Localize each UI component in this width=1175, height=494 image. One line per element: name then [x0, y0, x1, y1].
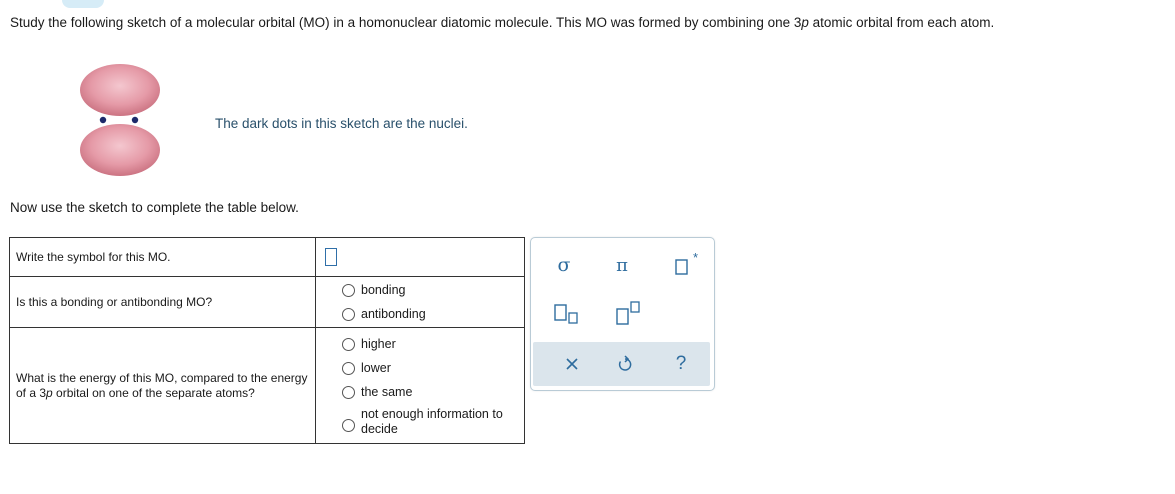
radio-antibonding[interactable]	[342, 308, 355, 321]
undo-button[interactable]	[613, 350, 637, 378]
table-row	[10, 238, 525, 277]
bonding-options	[316, 277, 525, 328]
lower-lobe	[80, 124, 160, 176]
option-lower[interactable]	[324, 357, 524, 381]
nucleus-right	[132, 117, 138, 123]
star-label: *	[693, 250, 699, 265]
option-label: bonding	[361, 282, 406, 297]
pi-button[interactable]: π	[616, 254, 628, 276]
radio-lower[interactable]	[342, 362, 355, 375]
option-label: higher	[361, 337, 396, 351]
option-not-enough-info[interactable]	[324, 405, 524, 439]
question-intro: Study the following sketch of a molecular orbital (MO) in a homonuclear diatomic molecule. This MO was formed by combining one 3p atomic orbital from each atom.	[10, 15, 995, 30]
option-antibonding[interactable]	[324, 302, 524, 326]
symbol-answer-input[interactable]	[325, 248, 337, 266]
nuclei-note: The dark dots in this sketch are the nuclei.	[215, 116, 468, 131]
option-the-same[interactable]	[324, 381, 524, 405]
collapse-tab[interactable]	[62, 0, 104, 8]
option-label: the same	[361, 385, 413, 399]
option-label: antibonding	[361, 306, 426, 321]
mo-table	[9, 237, 525, 444]
table-row	[10, 277, 525, 328]
palette-action-bar	[533, 342, 710, 386]
sigma-button[interactable]: σ	[557, 254, 571, 276]
energy-question: What is the energy of this MO, compared to the energy of a 3p orbital on one of the separate atoms?	[10, 328, 316, 444]
symbol-question: Write the symbol for this MO.	[10, 238, 316, 277]
star-superscript-button[interactable]	[669, 252, 705, 278]
option-higher[interactable]	[324, 333, 524, 357]
energy-options	[316, 328, 525, 444]
undo-icon	[617, 355, 633, 373]
upper-lobe	[80, 64, 160, 116]
superscript-button[interactable]	[611, 298, 647, 328]
mo-sketch-image	[72, 60, 172, 182]
close-icon	[565, 357, 579, 371]
help-button[interactable]: ?	[675, 353, 687, 374]
subscript-icon	[552, 302, 582, 326]
bonding-question: Is this a bonding or antibonding MO?	[10, 277, 316, 328]
superscript-icon	[614, 300, 644, 326]
table-instruction: Now use the sketch to complete the table below.	[10, 200, 299, 215]
option-label: not enough information to decide	[361, 406, 503, 436]
radio-the-same[interactable]	[342, 386, 355, 399]
option-bonding[interactable]	[324, 278, 524, 302]
radio-higher[interactable]	[342, 338, 355, 351]
clear-button[interactable]	[560, 350, 584, 378]
radio-not-enough-info[interactable]	[342, 419, 355, 432]
symbol-answer-cell	[316, 238, 525, 277]
symbol-palette	[530, 237, 715, 391]
radio-bonding[interactable]	[342, 284, 355, 297]
nucleus-left	[100, 117, 106, 123]
table-row	[10, 328, 525, 444]
subscript-button[interactable]	[549, 301, 585, 327]
option-label: lower	[361, 361, 391, 375]
